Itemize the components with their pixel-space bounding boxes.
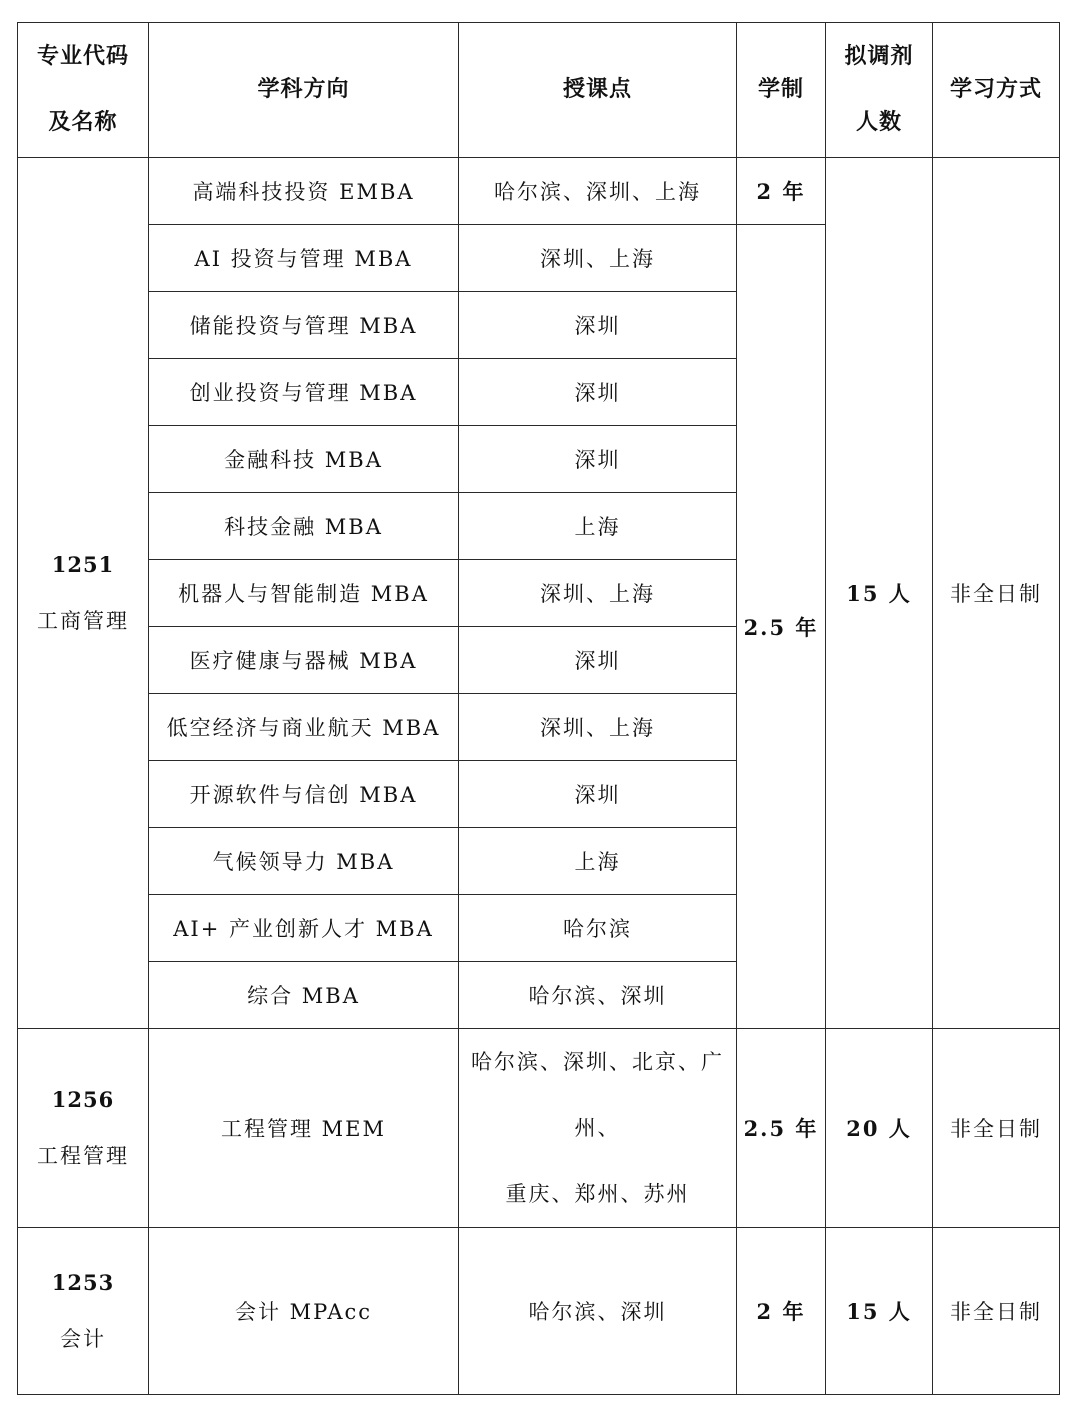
duration-cell: 2.5 年	[737, 1029, 826, 1228]
major-name: 工商管理	[37, 609, 129, 633]
direction-cell: 综合 MBA	[149, 962, 459, 1029]
direction-cell: 会计 MPAcc	[149, 1228, 459, 1395]
location-cell: 哈尔滨、深圳、北京、广州、 重庆、郑州、苏州	[459, 1029, 737, 1228]
major-code-cell	[18, 1228, 149, 1395]
header-row	[18, 23, 1060, 158]
quota-cell: 15 人	[826, 158, 933, 1029]
table-row	[18, 1228, 1060, 1395]
table-row	[18, 158, 1060, 225]
direction-cell: 机器人与智能制造 MBA	[149, 560, 459, 627]
location-cell: 深圳	[459, 359, 737, 426]
direction-cell: 高端科技投资 EMBA	[149, 158, 459, 225]
direction-cell: 气候领导力 MBA	[149, 828, 459, 895]
header-duration: 学制	[737, 23, 826, 158]
direction-cell: 开源软件与信创 MBA	[149, 761, 459, 828]
quota-cell: 15 人	[826, 1228, 933, 1395]
duration-cell: 2 年	[737, 1228, 826, 1395]
header-direction: 学科方向	[149, 23, 459, 158]
table-row	[18, 1029, 1060, 1228]
major-code-cell	[18, 158, 149, 1029]
location-cell: 哈尔滨、深圳、上海	[459, 158, 737, 225]
direction-cell: AI 投资与管理 MBA	[149, 225, 459, 292]
mode-cell: 非全日制	[933, 158, 1060, 1029]
header-mode: 学习方式	[933, 23, 1060, 158]
location-cell: 深圳、上海	[459, 225, 737, 292]
location-cell: 上海	[459, 493, 737, 560]
admission-table	[17, 22, 1060, 1395]
direction-cell: 金融科技 MBA	[149, 426, 459, 493]
major-name: 工程管理	[37, 1144, 129, 1168]
location-cell: 深圳、上海	[459, 694, 737, 761]
direction-cell: 科技金融 MBA	[149, 493, 459, 560]
direction-cell: 储能投资与管理 MBA	[149, 292, 459, 359]
location-cell: 深圳	[459, 292, 737, 359]
location-cell: 哈尔滨、深圳	[459, 962, 737, 1029]
major-code: 1256	[51, 1087, 115, 1112]
direction-cell: 创业投资与管理 MBA	[149, 359, 459, 426]
duration-cell: 2 年	[737, 158, 826, 225]
major-code: 1253	[51, 1270, 115, 1295]
location-cell: 哈尔滨	[459, 895, 737, 962]
location-cell: 深圳、上海	[459, 560, 737, 627]
direction-cell: AI+ 产业创新人才 MBA	[149, 895, 459, 962]
header-quota: 拟调剂 人数	[826, 23, 933, 158]
mode-cell: 非全日制	[933, 1029, 1060, 1228]
location-cell: 深圳	[459, 627, 737, 694]
location-cell: 哈尔滨、深圳	[459, 1228, 737, 1395]
location-cell: 上海	[459, 828, 737, 895]
major-name: 会计	[60, 1327, 106, 1351]
quota-cell: 20 人	[826, 1029, 933, 1228]
duration-cell: 2.5 年	[737, 225, 826, 1029]
header-code: 专业代码 及名称	[18, 23, 149, 158]
mode-cell: 非全日制	[933, 1228, 1060, 1395]
major-code-cell	[18, 1029, 149, 1228]
direction-cell: 低空经济与商业航天 MBA	[149, 694, 459, 761]
direction-cell: 工程管理 MEM	[149, 1029, 459, 1228]
location-cell: 深圳	[459, 761, 737, 828]
direction-cell: 医疗健康与器械 MBA	[149, 627, 459, 694]
major-code: 1251	[51, 552, 115, 577]
header-location: 授课点	[459, 23, 737, 158]
location-cell: 深圳	[459, 426, 737, 493]
